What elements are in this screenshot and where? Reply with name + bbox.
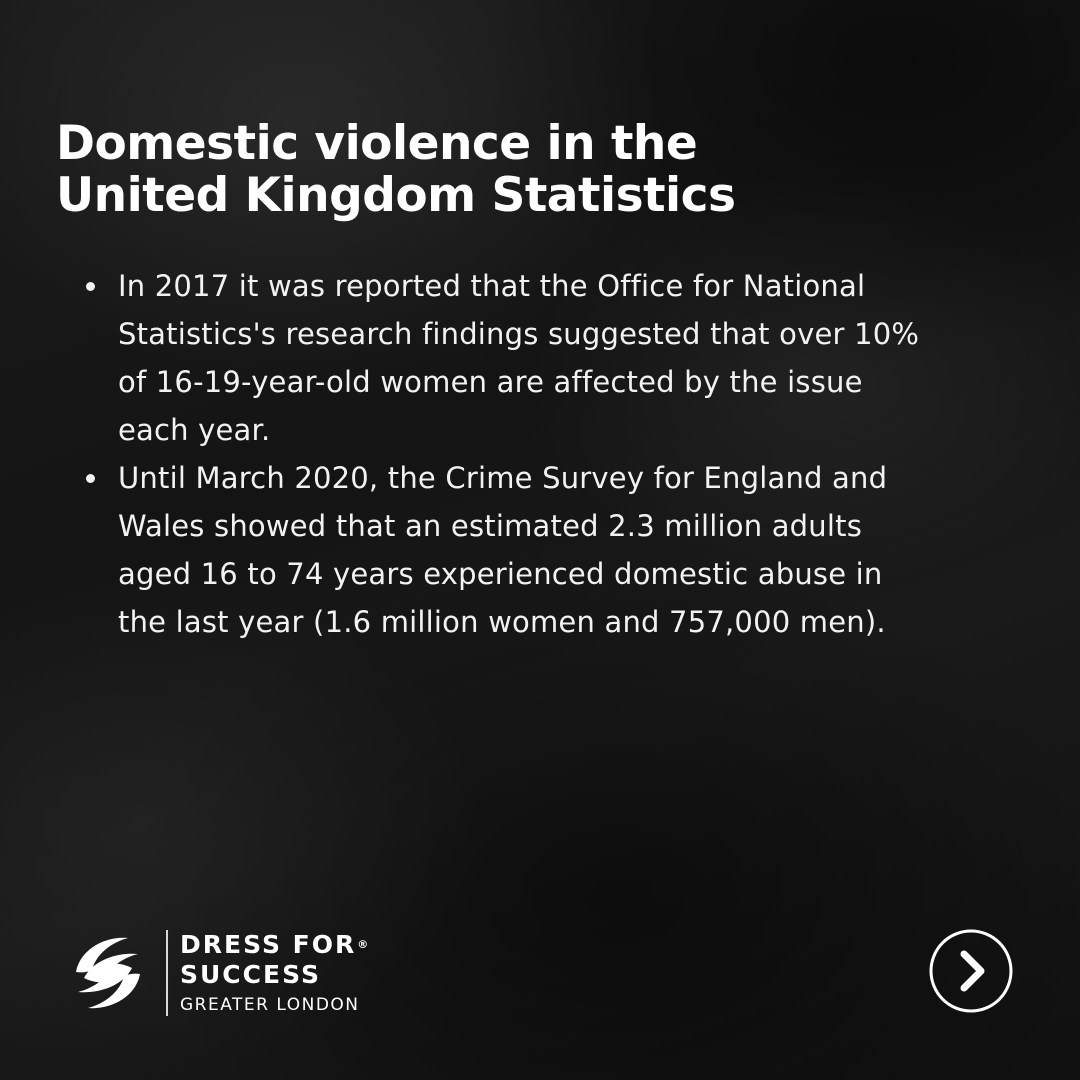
registered-mark: ® <box>357 938 369 951</box>
bullet-dot-icon <box>86 282 95 291</box>
logo-line-success: SUCCESS <box>180 960 321 989</box>
statistic-line: Wales showed that an estimated 2.3 million adults <box>118 509 863 543</box>
logo-line-dress-for <box>180 930 368 960</box>
statistic-item <box>80 454 1000 646</box>
statistic-item <box>80 262 1000 454</box>
statistic-line: the last year (1.6 million women and 757,000 men). <box>118 605 886 639</box>
next-slide-button[interactable] <box>928 928 1014 1014</box>
dress-for-success-logo <box>62 928 402 1018</box>
bullet-dot-icon <box>86 474 95 483</box>
statistic-line: aged 16 to 74 years experienced domestic abuse in <box>118 557 883 591</box>
logo-wordmark <box>180 930 368 1018</box>
statistic-line: In 2017 it was reported that the Office for National <box>118 269 866 303</box>
statistics-list <box>80 262 1000 646</box>
statistic-line: each year. <box>118 413 271 447</box>
statistic-line: Until March 2020, the Crime Survey for England and <box>118 461 888 495</box>
swirl-logo-icon <box>62 928 154 1018</box>
chevron-right-circle-icon <box>931 931 1011 1011</box>
logo-line-greater-london: GREATER LONDON <box>180 995 360 1015</box>
logo-divider <box>166 930 168 1016</box>
statistic-line: Statistics's research findings suggested that over 10% <box>118 317 920 351</box>
slide-title <box>56 118 956 222</box>
slide-title-line: United Kingdom Statistics <box>56 168 736 223</box>
statistic-line: of 16-19-year-old women are affected by the issue <box>118 365 863 399</box>
slide-title-line: Domestic violence in the <box>56 116 698 171</box>
logo-text-dress-for: DRESS FOR <box>180 930 357 959</box>
